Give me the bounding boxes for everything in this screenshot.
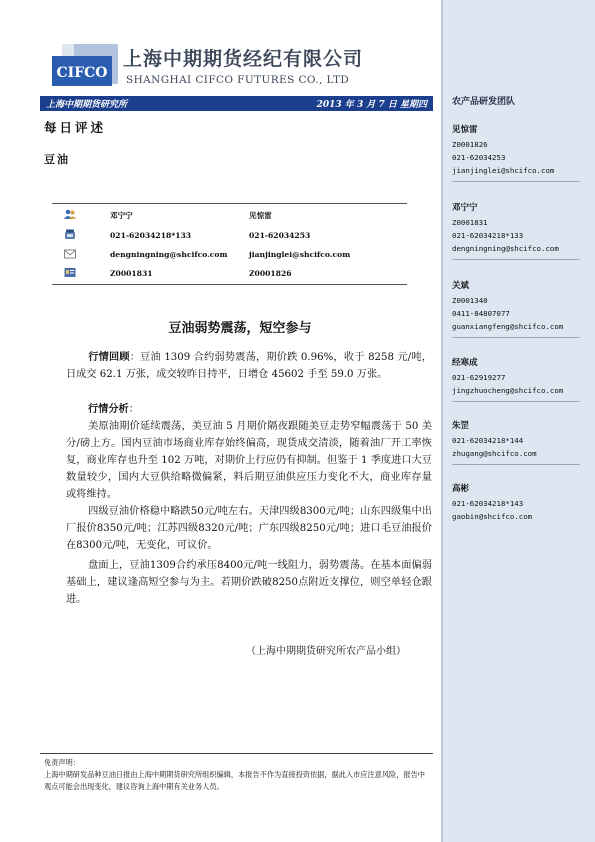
analysis-colon: ： — [128, 404, 139, 415]
member-email[interactable]: gaobin@shcifco.com — [452, 512, 533, 521]
member-email[interactable]: guanxiangfeng@shcifco.com — [452, 322, 564, 331]
divider — [452, 401, 580, 402]
company-name-cn: 上海中期期货经纪有限公司 — [123, 48, 364, 70]
member-phone: 021-62919277 — [452, 373, 506, 382]
team-member — [452, 200, 594, 260]
member-phone: 021-62034253 — [452, 153, 506, 162]
analysis-paragraph-2 — [66, 503, 432, 554]
member-phone: 021-62034218*133 — [452, 231, 524, 240]
analyst-phone: 021-62034218*133 — [110, 231, 192, 240]
author-signature: （上海中期期货研究所农产品小组） — [246, 646, 406, 657]
analyst-phone: 021-62034253 — [249, 231, 311, 240]
report-type: 每日评述 — [44, 120, 107, 135]
market-review-paragraph — [66, 349, 432, 383]
analyst-name: 见惊雷 — [249, 211, 272, 220]
member-name: 邓宁宁 — [452, 203, 478, 213]
member-name: 关斌 — [452, 281, 470, 291]
analyst-license-id: Z0001826 — [249, 269, 292, 278]
divider — [40, 753, 433, 754]
person-icon — [64, 209, 76, 220]
research-team-sidebar — [441, 0, 595, 842]
analysis-label: 行情分析 — [88, 403, 129, 415]
analysis-text-2: 四级豆油价格稳中略跌50元/吨左右。天津四级8300元/吨；山东四级集中出厂报价8350元/吨；江苏四级8320元/吨；广东四级8250元/吨；进口毛豆油报价在8300元/吨，无变化，可议价。 — [66, 506, 432, 551]
team-member — [452, 122, 594, 182]
analyst-license-id: Z0001831 — [110, 269, 153, 278]
member-phone: 0411-84807077 — [452, 309, 510, 318]
report-date: 2013 年 3 月 7 日 星期四 — [316, 100, 427, 110]
member-name: 经寒成 — [452, 358, 478, 368]
analyst-name: 邓宁宁 — [110, 211, 133, 220]
commodity-name: 豆油 — [44, 153, 70, 166]
email-icon — [64, 248, 76, 259]
analyst-contact-table — [52, 203, 407, 285]
member-email[interactable]: jianjinglei@shcifco.com — [452, 166, 555, 175]
member-name: 朱罡 — [452, 421, 470, 431]
member-name: 见惊雷 — [452, 125, 478, 135]
review-label: 行情回顾 — [88, 351, 130, 363]
divider — [452, 259, 580, 260]
review-text: ：豆油 1309 合约弱势震荡，期价跌 0.96%，收于 8258 元/吨，日成交 62.1 万张，成交较昨日持平，日增仓 45602 手至 59.0 万张。 — [66, 352, 433, 380]
cifco-logo-icon — [52, 44, 118, 98]
team-member — [452, 481, 594, 523]
analysis-text-3: 盘面上，豆油1309合约承压8400元/吨一线阻力，弱势震荡。在基本面偏弱基础上，建议逢高短空参与为主。若期价跌破8250点附近支撑位，则空单轻仓跟进。 — [66, 560, 432, 605]
member-phone: 021-62034218*143 — [452, 499, 524, 508]
analysis-paragraph-1 — [66, 418, 432, 503]
team-member — [452, 418, 594, 465]
disclaimer-text: 上海中期研发品种豆油日报由上海中期期货研究所组织编辑，本报告不作为直接投资依据，据此入市应注意风险，报告中观点可能会出现变化，建议咨询上海中期有关业务人员。 — [44, 770, 425, 791]
logo-mark-text: CIFCO — [56, 65, 108, 81]
member-email[interactable]: zhugang@shcifco.com — [452, 449, 537, 458]
company-name-en: SHANGHAI CIFCO FUTURES CO., LTD — [126, 74, 350, 86]
member-id: Z0001831 — [452, 218, 488, 227]
divider — [452, 337, 580, 338]
team-member — [452, 355, 594, 402]
article-title: 豆油弱势震荡，短空参与 — [168, 321, 312, 336]
market-analysis-heading — [66, 401, 432, 418]
divider — [452, 181, 580, 182]
institute-name: 上海中期期货研究所 — [46, 100, 128, 110]
phone-icon — [64, 229, 76, 240]
analyst-email[interactable]: dengningning@shcifco.com — [110, 250, 228, 259]
analysis-paragraph-3 — [66, 557, 432, 608]
disclaimer-title: 免责声明： — [44, 758, 80, 767]
member-id: Z0001826 — [452, 140, 488, 149]
analysis-text-1: 美原油期价延续震荡，美豆油 5 月期价隔夜跟随美豆走势窄幅震荡于 50 美分/磅上方。国内豆油市场商业库存始终偏高，现货成交清淡，随着油厂开工率恢复，商业库存也升至 102 万吨，对期价上行应仍有抑制。但鉴于 1 季度进口大豆数量较少，国内大豆供给略微偏紧，料后期豆油供应压力变化不大，商业库存量或将维持。 — [66, 421, 432, 500]
member-email[interactable]: jingzhuocheng@shcifco.com — [452, 386, 564, 395]
member-name: 高彬 — [452, 484, 470, 494]
member-id: Z0001340 — [452, 296, 488, 305]
member-phone: 021-62034218*144 — [452, 436, 524, 445]
id-card-icon — [64, 267, 76, 278]
divider — [452, 464, 580, 465]
analyst-email[interactable]: jianjinglei@shcifco.com — [249, 250, 351, 259]
header-bar — [40, 96, 433, 111]
sidebar-title: 农产品研发团队 — [452, 97, 516, 107]
member-email[interactable]: dengningning@shcifco.com — [452, 244, 559, 253]
